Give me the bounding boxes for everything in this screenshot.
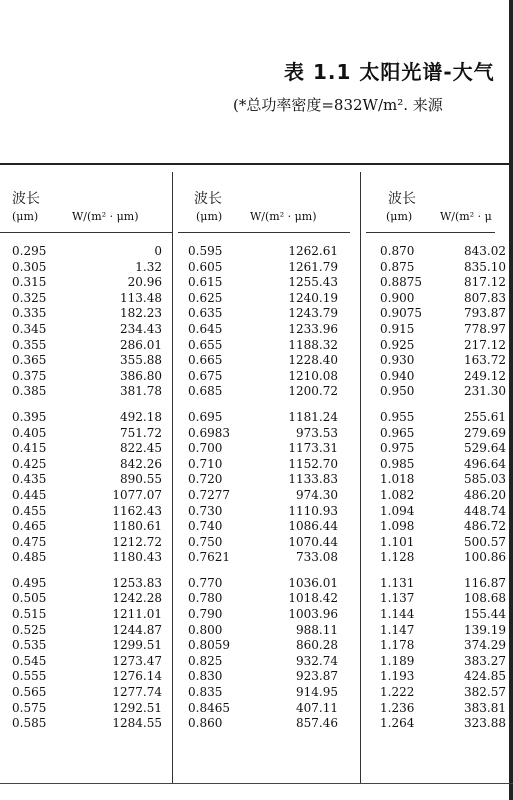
table-row <box>188 504 338 520</box>
table-top-rule <box>0 163 513 165</box>
wavelength-cell: 0.940 <box>380 368 415 383</box>
wavelength-cell: 0.6983 <box>188 425 230 440</box>
table-row <box>12 716 162 732</box>
data-column-3 <box>380 244 506 732</box>
wavelength-cell: 0.875 <box>380 259 415 274</box>
power-density-cell: 843.02 <box>464 244 506 258</box>
power-density-cell: 860.28 <box>296 638 338 653</box>
table-row <box>12 638 162 654</box>
wavelength-cell: 0.495 <box>12 575 47 590</box>
power-density-cell: 1086.44 <box>288 519 338 534</box>
power-density-cell: 1233.96 <box>288 321 338 336</box>
table-row <box>380 576 506 592</box>
power-density-cell: 1200.72 <box>288 384 338 399</box>
power-density-cell: 1242.28 <box>112 591 162 606</box>
wavelength-cell: 1.236 <box>380 700 415 715</box>
power-density-cell: 139.19 <box>464 622 506 637</box>
power-density-cell: 383.27 <box>464 653 506 668</box>
table-row <box>380 504 506 520</box>
wavelength-cell: 1.264 <box>380 716 415 731</box>
table-row <box>188 353 338 369</box>
table-row <box>12 353 162 369</box>
wavelength-cell: 0.505 <box>12 591 47 606</box>
power-density-cell: 100.86 <box>464 550 506 565</box>
wavelength-cell: 0.385 <box>12 384 47 399</box>
power-density-cell: 1162.43 <box>112 503 162 518</box>
table-row <box>380 410 506 426</box>
power-density-cell: 1261.79 <box>288 259 338 274</box>
wavelength-cell: 0.575 <box>12 700 47 715</box>
wavelength-cell: 0.305 <box>12 259 47 274</box>
wavelength-cell: 1.128 <box>380 550 415 565</box>
power-density-cell: 1003.96 <box>288 607 338 622</box>
power-density-cell: 1210.08 <box>288 368 338 383</box>
power-density-cell: 355.88 <box>120 353 162 368</box>
wavelength-cell: 0.485 <box>12 550 47 565</box>
power-density-cell: 973.53 <box>296 425 338 440</box>
table-row <box>188 338 338 354</box>
wavelength-cell: 0.925 <box>380 337 415 352</box>
table-row <box>188 384 338 400</box>
header-wavelength: 波长 <box>12 191 40 207</box>
wavelength-cell: 0.335 <box>12 306 47 321</box>
wavelength-cell: 1.147 <box>380 622 415 637</box>
table-row <box>188 426 338 442</box>
header-rule <box>0 232 172 233</box>
wavelength-cell: 1.193 <box>380 669 415 684</box>
power-density-cell: 988.11 <box>296 622 338 637</box>
wavelength-cell: 1.178 <box>380 638 415 653</box>
table-row <box>380 685 506 701</box>
table-row <box>12 244 162 260</box>
power-density-cell: 116.87 <box>464 575 506 590</box>
power-density-cell: 1036.01 <box>288 575 338 590</box>
header-wavelength: 波长 <box>388 191 416 207</box>
wavelength-cell: 0.455 <box>12 503 47 518</box>
wavelength-cell: 0.700 <box>188 441 223 456</box>
table-row <box>188 550 338 566</box>
power-density-cell: 383.81 <box>464 700 506 715</box>
power-density-cell: 914.95 <box>296 685 338 700</box>
table-row <box>12 535 162 551</box>
power-density-cell: 1240.19 <box>288 290 338 305</box>
table-row <box>188 291 338 307</box>
table-row <box>12 504 162 520</box>
table-row <box>380 426 506 442</box>
wavelength-cell: 1.222 <box>380 685 415 700</box>
wavelength-cell: 0.830 <box>188 669 223 684</box>
wavelength-cell: 0.465 <box>12 519 47 534</box>
page-edge-shadow <box>509 0 513 800</box>
power-density-cell: 733.08 <box>296 550 338 565</box>
wavelength-cell: 0.950 <box>380 384 415 399</box>
table-row <box>380 384 506 400</box>
power-density-cell: 182.23 <box>120 306 162 321</box>
power-density-cell: 1292.51 <box>112 700 162 715</box>
power-density-cell: 255.61 <box>464 409 506 424</box>
table-row <box>188 535 338 551</box>
wavelength-cell: 0.870 <box>380 244 415 258</box>
wavelength-cell: 0.625 <box>188 290 223 305</box>
wavelength-cell: 0.7277 <box>188 487 230 502</box>
wavelength-cell: 0.675 <box>188 368 223 383</box>
wavelength-cell: 0.365 <box>12 353 47 368</box>
wavelength-cell: 0.315 <box>12 275 47 290</box>
power-density-cell: 382.57 <box>464 685 506 700</box>
power-density-cell: 486.72 <box>464 519 506 534</box>
power-density-cell: 374.29 <box>464 638 506 653</box>
table-row <box>380 519 506 535</box>
wavelength-cell: 0.515 <box>12 607 47 622</box>
wavelength-cell: 0.7621 <box>188 550 230 565</box>
power-density-cell: 279.69 <box>464 425 506 440</box>
power-density-cell: 1262.61 <box>288 244 338 258</box>
table-row <box>12 685 162 701</box>
table-row <box>12 669 162 685</box>
table-row <box>380 457 506 473</box>
power-density-cell: 793.87 <box>464 306 506 321</box>
wavelength-cell: 0.525 <box>12 622 47 637</box>
power-density-cell: 407.11 <box>296 700 338 715</box>
wavelength-cell: 0.955 <box>380 409 415 424</box>
wavelength-cell: 0.860 <box>188 716 223 731</box>
table-row <box>188 260 338 276</box>
power-density-cell: 1180.43 <box>112 550 162 565</box>
wavelength-cell: 1.098 <box>380 519 415 534</box>
wavelength-cell: 0.825 <box>188 653 223 668</box>
power-density-cell: 751.72 <box>120 425 162 440</box>
table-row <box>188 488 338 504</box>
table-row <box>380 338 506 354</box>
wavelength-cell: 0.415 <box>12 441 47 456</box>
wavelength-cell: 0.665 <box>188 353 223 368</box>
row-group-gap <box>188 400 338 410</box>
table-row <box>12 591 162 607</box>
wavelength-cell: 0.645 <box>188 321 223 336</box>
table-row <box>380 472 506 488</box>
table-row <box>12 519 162 535</box>
power-density-cell: 0 <box>154 244 162 258</box>
power-density-cell: 529.64 <box>464 441 506 456</box>
wavelength-cell: 0.720 <box>188 472 223 487</box>
power-density-cell: 1255.43 <box>288 275 338 290</box>
wavelength-cell: 1.082 <box>380 487 415 502</box>
table-row <box>380 669 506 685</box>
power-density-cell: 496.64 <box>464 456 506 471</box>
power-density-cell: 778.97 <box>464 321 506 336</box>
table-row <box>12 550 162 566</box>
table-row <box>188 623 338 639</box>
power-density-cell: 381.78 <box>120 384 162 399</box>
table-row <box>12 457 162 473</box>
table-row <box>188 654 338 670</box>
power-density-cell: 1018.42 <box>288 591 338 606</box>
row-group-gap <box>188 566 338 576</box>
table-row <box>188 591 338 607</box>
table-row <box>12 338 162 354</box>
wavelength-cell: 0.425 <box>12 456 47 471</box>
power-density-cell: 1212.72 <box>112 534 162 549</box>
wavelength-cell: 0.835 <box>188 685 223 700</box>
power-density-cell: 1188.32 <box>288 337 338 352</box>
column-divider-1 <box>172 172 173 784</box>
power-density-cell: 448.74 <box>464 503 506 518</box>
table-row <box>380 291 506 307</box>
power-density-cell: 286.01 <box>120 337 162 352</box>
wavelength-cell: 0.325 <box>12 290 47 305</box>
table-row <box>188 275 338 291</box>
table-row <box>380 275 506 291</box>
wavelength-cell: 0.355 <box>12 337 47 352</box>
power-density-cell: 1244.87 <box>112 622 162 637</box>
table-row <box>188 716 338 732</box>
wavelength-cell: 0.395 <box>12 409 47 424</box>
wavelength-cell: 0.710 <box>188 456 223 471</box>
wavelength-cell: 0.565 <box>12 685 47 700</box>
table-row <box>380 550 506 566</box>
wavelength-cell: 0.445 <box>12 487 47 502</box>
table-row <box>380 623 506 639</box>
table-row <box>12 322 162 338</box>
power-density-cell: 1243.79 <box>288 306 338 321</box>
table-row <box>380 488 506 504</box>
table-row <box>12 488 162 504</box>
power-density-cell: 249.12 <box>464 368 506 383</box>
table-row <box>380 244 506 260</box>
header-wavelength-unit: (μm) <box>12 210 39 223</box>
wavelength-cell: 1.131 <box>380 575 415 590</box>
data-column-2 <box>188 244 338 732</box>
power-density-cell: 1284.55 <box>112 716 162 731</box>
table-row <box>188 669 338 685</box>
wavelength-cell: 1.018 <box>380 472 415 487</box>
table-row <box>12 576 162 592</box>
power-density-cell: 20.96 <box>127 275 162 290</box>
table-row <box>12 384 162 400</box>
power-density-cell: 1180.61 <box>112 519 162 534</box>
power-density-cell: 108.68 <box>464 591 506 606</box>
power-density-cell: 1133.83 <box>288 472 338 487</box>
table-row <box>12 472 162 488</box>
power-density-cell: 486.20 <box>464 487 506 502</box>
power-density-cell: 1110.93 <box>288 503 338 518</box>
power-density-cell: 807.83 <box>464 290 506 305</box>
wavelength-cell: 0.730 <box>188 503 223 518</box>
wavelength-cell: 1.144 <box>380 607 415 622</box>
wavelength-cell: 0.535 <box>12 638 47 653</box>
power-density-cell: 857.46 <box>296 716 338 731</box>
power-density-cell: 217.12 <box>464 337 506 352</box>
wavelength-cell: 0.965 <box>380 425 415 440</box>
power-density-cell: 113.48 <box>120 290 162 305</box>
wavelength-cell: 0.655 <box>188 337 223 352</box>
power-density-cell: 923.87 <box>296 669 338 684</box>
table-row <box>380 701 506 717</box>
wavelength-cell: 0.780 <box>188 591 223 606</box>
power-density-cell: 1.32 <box>135 259 162 274</box>
table-row <box>188 244 338 260</box>
table-row <box>12 607 162 623</box>
table-row <box>12 260 162 276</box>
wavelength-cell: 0.345 <box>12 321 47 336</box>
wavelength-cell: 0.790 <box>188 607 223 622</box>
header-power-unit: W/(m² · μm) <box>72 210 139 223</box>
table-row <box>380 654 506 670</box>
table-row <box>380 591 506 607</box>
power-density-cell: 1228.40 <box>288 353 338 368</box>
power-density-cell: 890.55 <box>120 472 162 487</box>
wavelength-cell: 0.605 <box>188 259 223 274</box>
table-row <box>380 607 506 623</box>
header-wavelength-unit: (μm) <box>386 210 413 223</box>
table-row <box>188 472 338 488</box>
wavelength-cell: 0.405 <box>12 425 47 440</box>
table-row <box>380 716 506 732</box>
wavelength-cell: 0.8465 <box>188 700 230 715</box>
table-row <box>188 701 338 717</box>
table-row <box>12 623 162 639</box>
table-row <box>12 306 162 322</box>
power-density-cell: 1273.47 <box>112 653 162 668</box>
wavelength-cell: 0.930 <box>380 353 415 368</box>
table-row <box>380 638 506 654</box>
power-density-cell: 323.88 <box>464 716 506 731</box>
table-row <box>188 638 338 654</box>
wavelength-cell: 0.770 <box>188 575 223 590</box>
wavelength-cell: 0.295 <box>12 244 47 258</box>
wavelength-cell: 1.101 <box>380 534 415 549</box>
wavelength-cell: 0.545 <box>12 653 47 668</box>
wavelength-cell: 0.635 <box>188 306 223 321</box>
header-power-unit: W/(m² · μ <box>440 210 492 223</box>
wavelength-cell: 0.8875 <box>380 275 422 290</box>
table-row <box>380 322 506 338</box>
power-density-cell: 1277.74 <box>112 685 162 700</box>
table-row <box>188 519 338 535</box>
wavelength-cell: 0.555 <box>12 669 47 684</box>
row-group-gap <box>380 400 506 410</box>
power-density-cell: 822.45 <box>120 441 162 456</box>
power-density-cell: 155.44 <box>464 607 506 622</box>
table-row <box>188 685 338 701</box>
table-row <box>188 322 338 338</box>
data-column-1 <box>12 244 162 732</box>
header-wavelength: 波长 <box>194 191 222 207</box>
table-row <box>380 441 506 457</box>
wavelength-cell: 0.975 <box>380 441 415 456</box>
table-row <box>380 535 506 551</box>
table-row <box>188 607 338 623</box>
table-row <box>380 353 506 369</box>
wavelength-cell: 0.915 <box>380 321 415 336</box>
table-row <box>12 701 162 717</box>
power-density-cell: 842.26 <box>120 456 162 471</box>
wavelength-cell: 0.595 <box>188 244 223 258</box>
power-density-cell: 1181.24 <box>288 409 338 424</box>
table-row <box>12 275 162 291</box>
wavelength-cell: 0.585 <box>12 716 47 731</box>
table-row <box>12 441 162 457</box>
table-row <box>188 410 338 426</box>
power-density-cell: 974.30 <box>296 487 338 502</box>
column-divider-2 <box>360 172 361 784</box>
wavelength-cell: 0.9075 <box>380 306 422 321</box>
table-row <box>188 457 338 473</box>
wavelength-cell: 0.740 <box>188 519 223 534</box>
power-density-cell: 1253.83 <box>112 575 162 590</box>
wavelength-cell: 1.094 <box>380 503 415 518</box>
power-density-cell: 1077.07 <box>112 487 162 502</box>
wavelength-cell: 0.750 <box>188 534 223 549</box>
row-group-gap <box>380 566 506 576</box>
power-density-cell: 1152.70 <box>288 456 338 471</box>
table-row <box>380 369 506 385</box>
power-density-cell: 1070.44 <box>288 534 338 549</box>
wavelength-cell: 0.8059 <box>188 638 230 653</box>
power-density-cell: 817.12 <box>464 275 506 290</box>
power-density-cell: 585.03 <box>464 472 506 487</box>
wavelength-cell: 0.695 <box>188 409 223 424</box>
wavelength-cell: 0.475 <box>12 534 47 549</box>
power-density-cell: 932.74 <box>296 653 338 668</box>
power-density-cell: 1173.31 <box>288 441 338 456</box>
wavelength-cell: 0.800 <box>188 622 223 637</box>
power-density-cell: 424.85 <box>464 669 506 684</box>
table-row <box>12 654 162 670</box>
wavelength-cell: 1.137 <box>380 591 415 606</box>
table-bottom-rule <box>0 783 513 784</box>
header-power-unit: W/(m² · μm) <box>250 210 317 223</box>
power-density-cell: 500.57 <box>464 534 506 549</box>
power-density-cell: 1299.51 <box>112 638 162 653</box>
table-title: 表 1.1 太阳光谱-大气 <box>284 60 495 84</box>
table-subtitle: (*总功率密度=832W/m². 来源 <box>233 96 443 114</box>
wavelength-cell: 1.189 <box>380 653 415 668</box>
wavelength-cell: 0.615 <box>188 275 223 290</box>
table-row <box>380 306 506 322</box>
table-row <box>380 260 506 276</box>
header-rule <box>366 232 495 233</box>
power-density-cell: 1276.14 <box>112 669 162 684</box>
wavelength-cell: 0.685 <box>188 384 223 399</box>
power-density-cell: 835.10 <box>464 259 506 274</box>
power-density-cell: 231.30 <box>464 384 506 399</box>
table-row <box>12 291 162 307</box>
header-wavelength-unit: (μm) <box>196 210 223 223</box>
wavelength-cell: 0.375 <box>12 368 47 383</box>
power-density-cell: 163.72 <box>464 353 506 368</box>
table-row <box>188 369 338 385</box>
table-row <box>12 426 162 442</box>
row-group-gap <box>12 400 162 410</box>
header-rule <box>178 232 350 233</box>
table-row <box>188 306 338 322</box>
wavelength-cell: 0.900 <box>380 290 415 305</box>
power-density-cell: 492.18 <box>120 409 162 424</box>
table-row <box>12 369 162 385</box>
power-density-cell: 386.80 <box>120 368 162 383</box>
power-density-cell: 1211.01 <box>112 607 162 622</box>
table-row <box>12 410 162 426</box>
wavelength-cell: 0.985 <box>380 456 415 471</box>
row-group-gap <box>12 566 162 576</box>
power-density-cell: 234.43 <box>120 321 162 336</box>
table-row <box>188 576 338 592</box>
table-row <box>188 441 338 457</box>
wavelength-cell: 0.435 <box>12 472 47 487</box>
